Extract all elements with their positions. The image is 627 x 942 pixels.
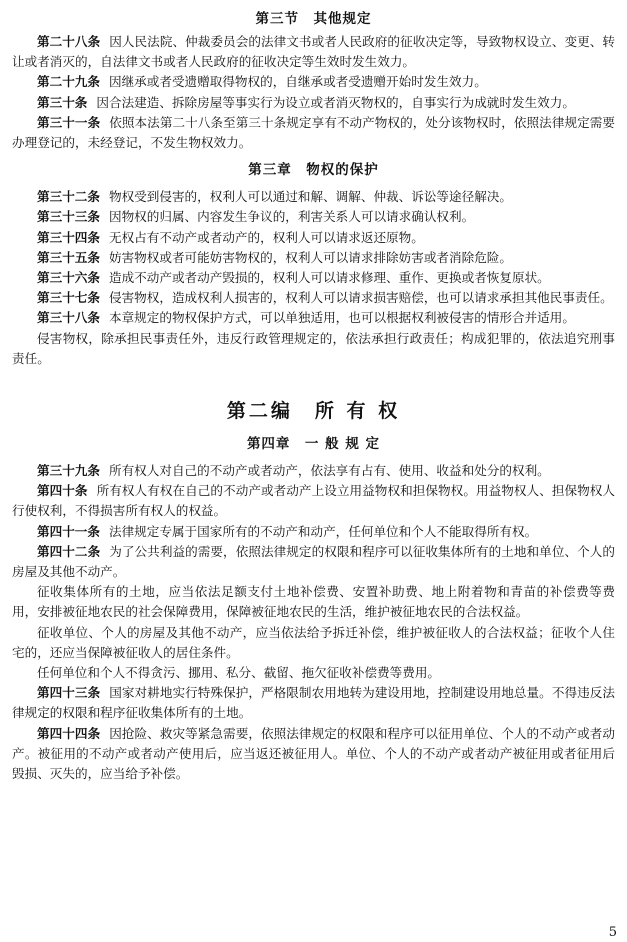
article-number: 第三十一条 bbox=[37, 114, 101, 130]
article-text: 所有权人有权在自己的不动产或者动产上设立用益物权和担保物权。用益物权人、担保物权人行使权利，不得损害所有权人的权益。 bbox=[12, 483, 616, 519]
article-43 bbox=[12, 683, 615, 723]
article-35 bbox=[12, 248, 615, 268]
article-text: 因合法建造、拆除房屋等事实行为设立或者消灭物权的，自事实行为成就时发生效力。 bbox=[96, 94, 575, 110]
article-38-paragraph-2: 侵害物权，除承担民事责任外，违反行政管理规定的，依法承担行政责任；构成犯罪的，依法追究刑事责任。 bbox=[12, 330, 615, 366]
article-number: 第三十七条 bbox=[37, 290, 100, 306]
article-44 bbox=[12, 724, 615, 785]
article-number: 第二十九条 bbox=[37, 74, 100, 90]
article-text: 因物权的归属、内容发生争议的，利害关系人可以请求确认权利。 bbox=[108, 209, 475, 225]
article-37 bbox=[12, 288, 615, 308]
article-text: 依照本法第二十八条至第三十条规定享有不动产物权的，处分该物权时，依照法律规定需要办理登记的，未经登记，不发生物权效力。 bbox=[12, 114, 616, 151]
article-32 bbox=[12, 187, 615, 207]
article-text: 法律规定专属于国家所有的不动产和动产，任何单位和个人不能取得所有权。 bbox=[108, 523, 538, 539]
article-text: 所有权人对自己的不动产或者动产，依法享有占有、使用、收益和处分的权利。 bbox=[108, 463, 550, 479]
article-number: 第三十四条 bbox=[37, 229, 100, 245]
article-number: 第四十四条 bbox=[37, 725, 101, 741]
article-text: 因人民法院、仲裁委员会的法律文书或者人民政府的征收决定等，导致物权设立、变更、转让或者消灭的，自法律文书或者人民政府的征收决定等生效时发生效力。 bbox=[12, 34, 616, 70]
article-42-paragraph-4: 任何单位和个人不得贪污、挪用、私分、截留、拖欠征收补偿费等费用。 bbox=[37, 665, 440, 681]
article-number: 第二十八条 bbox=[37, 34, 101, 49]
article-number: 第三十九条 bbox=[37, 463, 100, 479]
article-text: 国家对耕地实行特殊保护，严格限制农用地转为建设用地，控制建设用地总量。不得违反法律规定的权限和程序征收集体所有的土地。 bbox=[12, 685, 616, 721]
article-29 bbox=[12, 72, 615, 92]
article-31 bbox=[12, 113, 615, 153]
article-number: 第三十三条 bbox=[37, 209, 100, 225]
article-text: 为了公共利益的需要，依照法律规定的权限和程序可以征收集体所有的土地和单位、个人的房屋及其他不动产。 bbox=[12, 543, 616, 580]
document-page bbox=[12, 10, 615, 930]
article-number: 第三十六条 bbox=[37, 270, 100, 286]
article-text: 本章规定的物权保护方式，可以单独适用，也可以根据权利被侵害的情形合并适用。 bbox=[108, 310, 575, 326]
article-number: 第三十八条 bbox=[37, 310, 100, 326]
article-42 bbox=[12, 542, 615, 582]
chapter-heading: 第三章 物权的保护 bbox=[248, 162, 379, 179]
article-text: 妨害物权或者可能妨害物权的，权利人可以请求排除妨害或者消除危险。 bbox=[108, 249, 512, 265]
article-text: 无权占有不动产或者动产的，权利人可以请求返还原物。 bbox=[108, 229, 424, 245]
article-number: 第四十一条 bbox=[37, 523, 100, 539]
chapter-heading: 第四章 一 般 规 定 bbox=[246, 436, 381, 453]
article-text: 因继承或者受遗赠取得物权的，自继承或者受遗赠开始时发生效力。 bbox=[108, 74, 487, 90]
article-text: 造成不动产或者动产毁损的，权利人可以请求修理、重作、更换或者恢复原状。 bbox=[108, 270, 550, 286]
article-40 bbox=[12, 481, 615, 521]
page-number: 5 bbox=[608, 925, 617, 940]
part-heading: 第二编 所 有 权 bbox=[226, 400, 401, 423]
article-number: 第三十二条 bbox=[37, 189, 100, 205]
article-38 bbox=[12, 308, 615, 328]
article-number: 第四十条 bbox=[37, 483, 88, 499]
article-41 bbox=[12, 522, 615, 542]
article-text: 侵害物权，造成权利人损害的，权利人可以请求损害赔偿，也可以请求承担其他民事责任。 bbox=[108, 290, 613, 306]
article-28 bbox=[12, 32, 615, 72]
article-30 bbox=[12, 93, 615, 113]
article-33 bbox=[12, 207, 615, 227]
article-number: 第三十条 bbox=[37, 94, 88, 110]
article-42-paragraph-2: 征收集体所有的土地，应当依法足额支付土地补偿费、安置补助费、地上附着物和青苗的补偿费等费用，安排被征地农民的社会保障费用，保障被征地农民的生活，维护被征地农民的合法权益。 bbox=[12, 584, 615, 620]
article-39 bbox=[12, 461, 615, 481]
article-number: 第四十二条 bbox=[37, 543, 101, 559]
article-text: 因抢险、救灾等紧急需要，依照法律规定的权限和程序可以征用单位、个人的不动产或者动产。被征用的不动产或者动产使用后，应当返还被征用人。单位、个人的不动产或者动产被征用或者征用后毁损、灭失的，应当给予补偿。 bbox=[12, 725, 616, 782]
article-36 bbox=[12, 268, 615, 288]
article-number: 第四十三条 bbox=[37, 685, 101, 701]
article-42-paragraph-3: 征收单位、个人的房屋及其他不动产，应当依法给予拆迁补偿，维护被征收人的合法权益；征收个人住宅的，还应当保障被征收人的居住条件。 bbox=[12, 624, 615, 660]
article-text: 物权受到侵害的，权利人可以通过和解、调解、仲裁、诉讼等途径解决。 bbox=[108, 189, 512, 205]
article-34 bbox=[12, 228, 615, 248]
article-number: 第三十五条 bbox=[37, 249, 100, 265]
section-heading: 第三节 其他规定 bbox=[255, 11, 372, 27]
